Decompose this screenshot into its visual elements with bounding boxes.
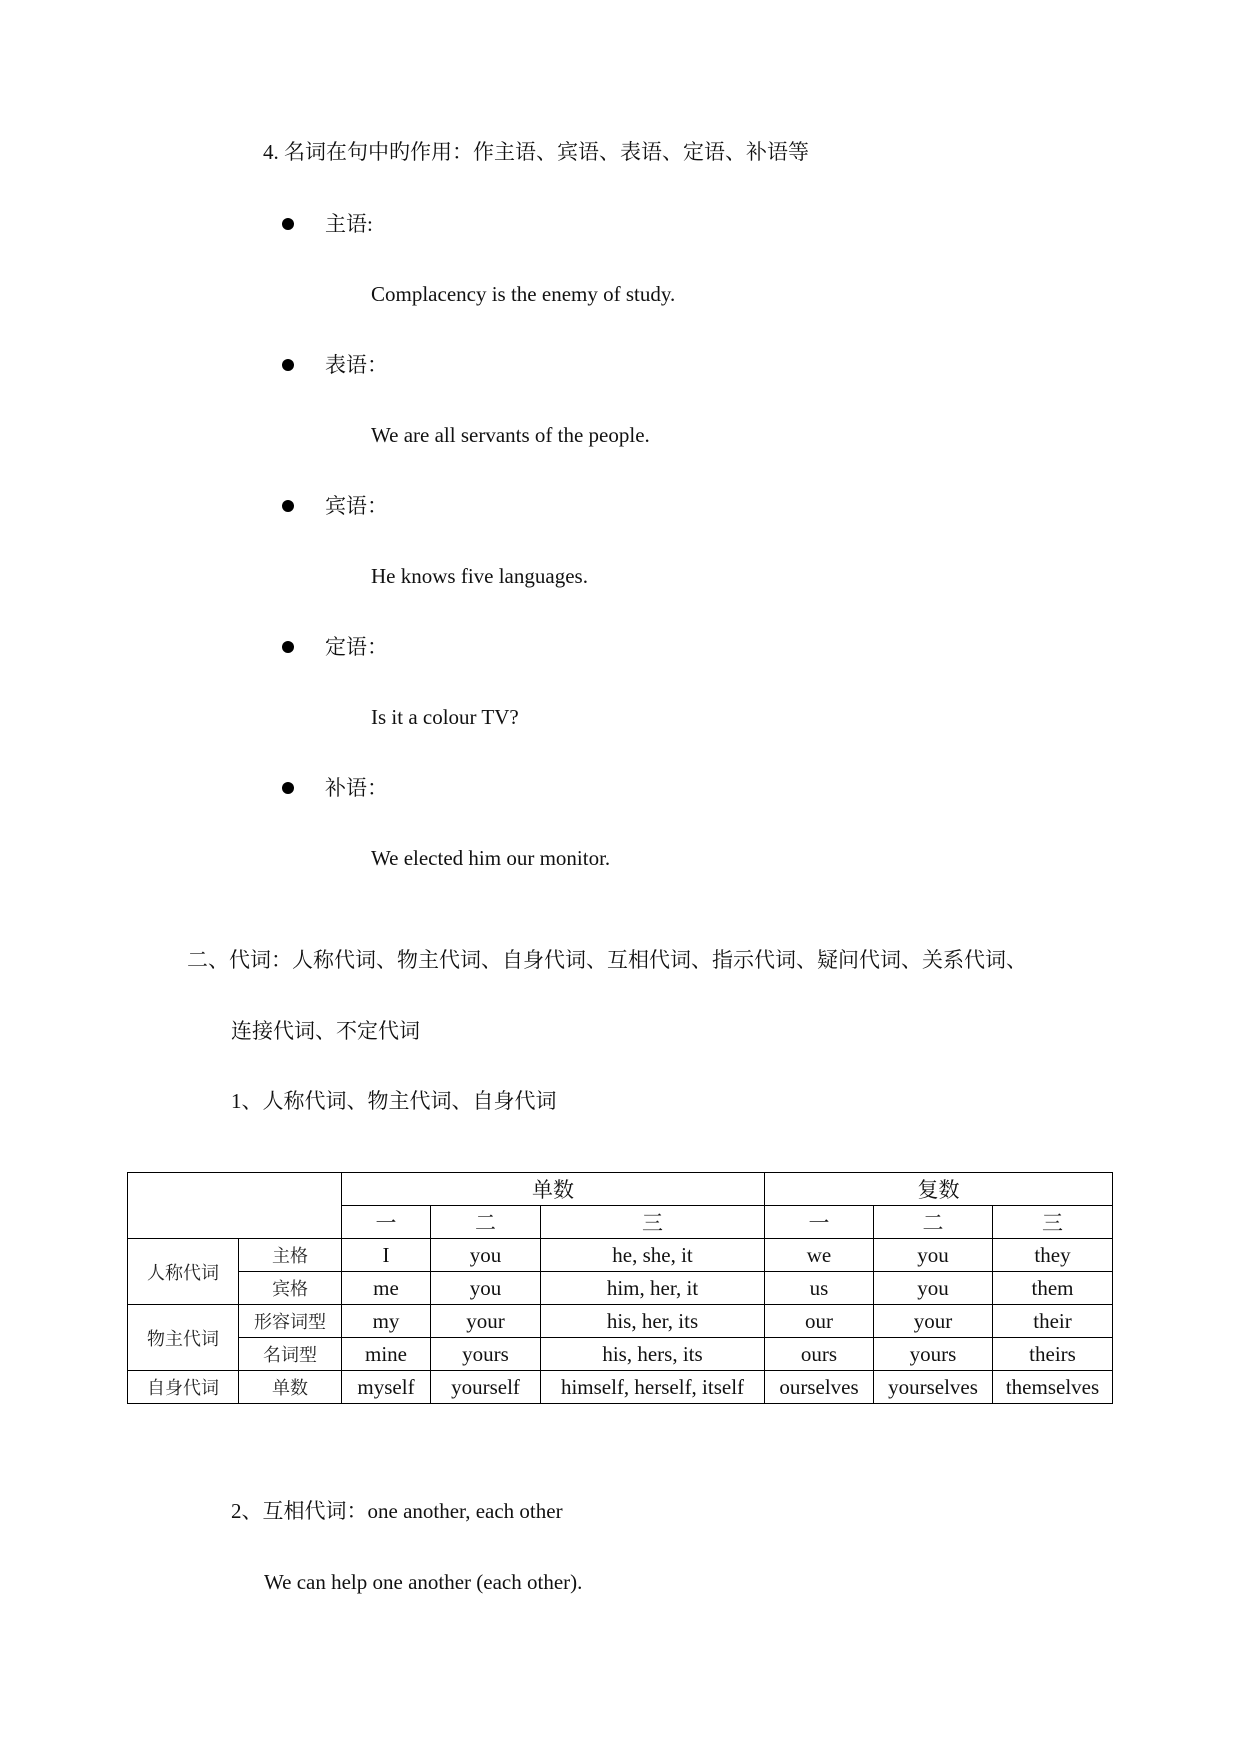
table-cell: he, she, it — [541, 1239, 765, 1272]
row-sub-label: 形容词型 — [239, 1305, 342, 1338]
table-cell: your — [874, 1305, 993, 1338]
subheading-2: 2、互相代词：one another, each other — [231, 1499, 563, 1523]
item-label-attributive: 定语： — [325, 635, 388, 659]
item-label-subject: 主语: — [325, 212, 373, 236]
table-cell: your — [431, 1305, 541, 1338]
bullet-icon — [282, 218, 294, 230]
table-cell: ours — [765, 1338, 874, 1371]
table-cell: we — [765, 1239, 874, 1272]
bullet-icon — [282, 500, 294, 512]
table-cell: his, her, its — [541, 1305, 765, 1338]
table-cell: theirs — [993, 1338, 1113, 1371]
table-cell: their — [993, 1305, 1113, 1338]
header-person: 三 — [541, 1206, 765, 1239]
pronoun-table — [127, 1172, 1113, 1404]
table-cell: they — [993, 1239, 1113, 1272]
category-personal: 人称代词 — [128, 1239, 239, 1305]
table-cell: his, hers, its — [541, 1338, 765, 1371]
row-sub-label: 名词型 — [239, 1338, 342, 1371]
table-cell: myself — [342, 1371, 431, 1404]
header-person: 三 — [993, 1206, 1113, 1239]
bullet-icon — [282, 782, 294, 794]
header-person: 一 — [765, 1206, 874, 1239]
table-cell: himself, herself, itself — [541, 1371, 765, 1404]
reciprocal-example: We can help one another (each other). — [264, 1570, 583, 1594]
category-reflexive: 自身代词 — [128, 1371, 239, 1404]
item-example-object: He knows five languages. — [371, 564, 588, 588]
table-cell: yourselves — [874, 1371, 993, 1404]
subheading-1: 1、人称代词、物主代词、自身代词 — [231, 1089, 557, 1113]
item-label-predicative: 表语： — [325, 353, 388, 377]
section-heading: 4. 名词在句中旳作用：作主语、宾语、表语、定语、补语等 — [263, 140, 809, 164]
table-cell: you — [431, 1239, 541, 1272]
table-corner-cell — [128, 1173, 342, 1239]
table-cell: our — [765, 1305, 874, 1338]
table-cell: mine — [342, 1338, 431, 1371]
table-row — [128, 1272, 1113, 1305]
item-example-subject: Complacency is the enemy of study. — [371, 282, 676, 306]
row-sub-label: 单数 — [239, 1371, 342, 1404]
table-cell: ourselves — [765, 1371, 874, 1404]
header-person: 二 — [431, 1206, 541, 1239]
table-cell: yours — [431, 1338, 541, 1371]
header-person: 一 — [342, 1206, 431, 1239]
item-label-object: 宾语： — [325, 494, 388, 518]
table-cell: yourself — [431, 1371, 541, 1404]
row-sub-label: 主格 — [239, 1239, 342, 1272]
row-sub-label: 宾格 — [239, 1272, 342, 1305]
table-cell: me — [342, 1272, 431, 1305]
table-cell: yours — [874, 1338, 993, 1371]
table-cell: them — [993, 1272, 1113, 1305]
item-example-predicative: We are all servants of the people. — [371, 423, 650, 447]
item-label-complement: 补语： — [325, 776, 388, 800]
table-row — [128, 1239, 1113, 1272]
header-person: 二 — [874, 1206, 993, 1239]
table-row — [128, 1305, 1113, 1338]
table-row — [128, 1338, 1113, 1371]
part-heading-line1: 二、代词：人称代词、物主代词、自身代词、互相代词、指示代词、疑问代词、关系代词、 — [187, 948, 1027, 972]
table-cell: him, her, it — [541, 1272, 765, 1305]
table-cell: I — [342, 1239, 431, 1272]
table-cell: you — [874, 1239, 993, 1272]
table-cell: us — [765, 1272, 874, 1305]
table-cell: my — [342, 1305, 431, 1338]
bullet-icon — [282, 641, 294, 653]
part-heading-line2: 连接代词、不定代词 — [231, 1019, 420, 1043]
item-example-complement: We elected him our monitor. — [371, 846, 611, 870]
category-possessive: 物主代词 — [128, 1305, 239, 1371]
table-cell: you — [874, 1272, 993, 1305]
bullet-icon — [282, 359, 294, 371]
table-cell: you — [431, 1272, 541, 1305]
header-singular: 单数 — [342, 1173, 765, 1206]
header-plural: 复数 — [765, 1173, 1113, 1206]
item-example-attributive: Is it a colour TV? — [371, 705, 519, 729]
table-row — [128, 1371, 1113, 1404]
table-cell: themselves — [993, 1371, 1113, 1404]
